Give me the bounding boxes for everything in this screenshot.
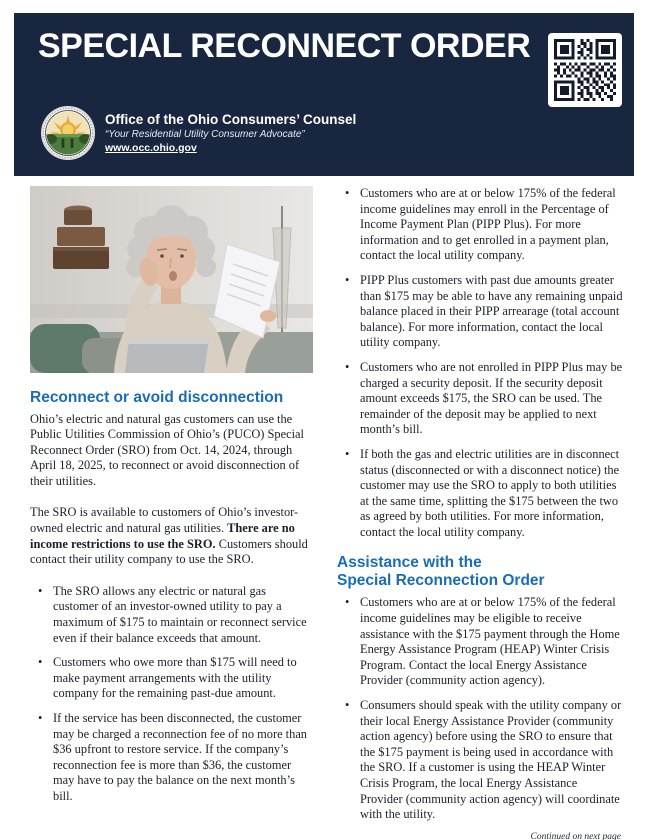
bullet-icon: • bbox=[38, 711, 43, 725]
website-link[interactable]: www.occ.ohio.gov bbox=[105, 141, 197, 154]
bullet-text-pipp-past-due: PIPP Plus customers with past due amounts greater than $175 may be able to have any remaining unpaid balance placed in their PIPP arrearage (total account balance). For more information, contact the local utility company. bbox=[360, 272, 623, 350]
paragraph-availability bbox=[30, 505, 313, 567]
section-title-assistance bbox=[337, 554, 623, 589]
paragraph-availability-pre: The SRO is available to customers of Ohio’s investor-owned electric and natural gas utilities. bbox=[30, 505, 299, 536]
header-banner bbox=[14, 13, 634, 176]
right-column bbox=[337, 186, 623, 840]
bullet-icon: • bbox=[345, 359, 350, 374]
section-title-reconnect: Reconnect or avoid disconnection bbox=[30, 389, 284, 406]
list-item bbox=[337, 273, 623, 351]
section-title-assistance-line2: Special Reconnection Order bbox=[337, 571, 545, 589]
bullet-icon: • bbox=[345, 698, 350, 713]
list-item bbox=[337, 698, 623, 823]
list-item bbox=[337, 186, 623, 264]
bullet-text-heap-assistance: Customers who are at or below 175% of the federal income guidelines may be eligible to receive assistance with the $175 payment through the Home Energy Assistance Program (HEAP) Winter Crisis Program. Contact the local Energy Assistance Provider (community action agency). bbox=[360, 595, 620, 688]
bullet-icon: • bbox=[345, 272, 350, 287]
bullet-icon: • bbox=[345, 595, 350, 610]
list-item bbox=[337, 447, 623, 541]
list-item bbox=[337, 360, 623, 438]
list-item bbox=[30, 655, 313, 702]
list-item bbox=[337, 595, 623, 689]
page-title: SPECIAL RECONNECT ORDER bbox=[38, 27, 531, 65]
qr-code-icon bbox=[548, 33, 622, 107]
occ-seal-icon bbox=[40, 105, 96, 161]
paragraph-intro bbox=[30, 412, 313, 490]
org-name: Office of the Ohio Consumers’ Counsel bbox=[105, 111, 357, 127]
bullet-text-speak-with-utility: Consumers should speak with the utility company or their local Energy Assistance Provider (community action agency) before using the SRO to ensure that the $175 payment is being used in accordance with the SRO. If a customer is using the HEAP Winter Crisis Program, the local Energy Assistance Provider (community action agency) will coordinate with the utility. bbox=[360, 698, 622, 822]
bullet-icon: • bbox=[345, 186, 350, 200]
org-tagline: “Your Residential Utility Consumer Advocate” bbox=[105, 128, 305, 140]
no-income-restrictions-bold: There are no income restrictions to use the SRO. bbox=[30, 521, 295, 551]
list-item bbox=[30, 584, 313, 646]
list-item bbox=[30, 711, 313, 805]
continued-note: Continued on next page bbox=[530, 831, 621, 840]
paragraph-availability-post: Customers should contact their utility company to use the SRO. bbox=[30, 536, 308, 567]
bullet-text-owe-more: Customers who owe more than $175 will need to make payment arrangements with the utility company for the remaining past-due amount. bbox=[53, 655, 297, 701]
bullet-text-reconnection-fee: If the service has been disconnected, the customer may be charged a reconnection fee of no more than $36 upfront to restore service. If the company’s reconnection fee is more than $36, the customer may have to pay the balance on the next month’s bill. bbox=[53, 711, 308, 803]
paragraph-intro-text: Ohio’s electric and natural gas customers can use the Public Utilities Commission of Ohio’s (PUCO) Special Reconnect Order (SRO) from Oct. 14, 2024, through April 18, 2025, to reconnect or avoid disconnection of their utilities. bbox=[30, 411, 304, 488]
bullet-text-both-utilities: If both the gas and electric utilities are in disconnect status (disconnected or with a disconnect notice) the customer may use the SRO to apply to both utilities at the same time, splitting the $175 between the two as agreed by both utilities. For more information, contact the local utility company. bbox=[360, 446, 620, 539]
bullet-text-pipp-enroll: Customers who are at or below 175% of the federal income guidelines may enroll in the Percentage of Income Payment Plan (PIPP Plus). For more information and to get enrolled in a payment plan, contact the local utility company. bbox=[360, 186, 616, 263]
bullet-icon: • bbox=[345, 446, 350, 461]
bullet-text-sro-allows: The SRO allows any electric or natural gas customer of an investor-owned utility to pay a maximum of $175 to maintain or reconnect service even if their balance exceeds that amount. bbox=[53, 583, 307, 645]
photo-woman-reading-bill bbox=[30, 186, 313, 373]
bullet-icon: • bbox=[38, 655, 43, 670]
section-title-assistance-line1: Assistance with the bbox=[337, 554, 482, 572]
bullet-text-security-deposit: Customers who are not enrolled in PIPP Plus may be charged a security deposit. If the security deposit amount exceeds $175, the SRO can be used. The remainder of the deposit may be applied to next month’s bill. bbox=[360, 359, 623, 437]
brand-block bbox=[40, 105, 356, 161]
bullet-icon: • bbox=[38, 583, 43, 598]
left-column bbox=[30, 186, 313, 814]
